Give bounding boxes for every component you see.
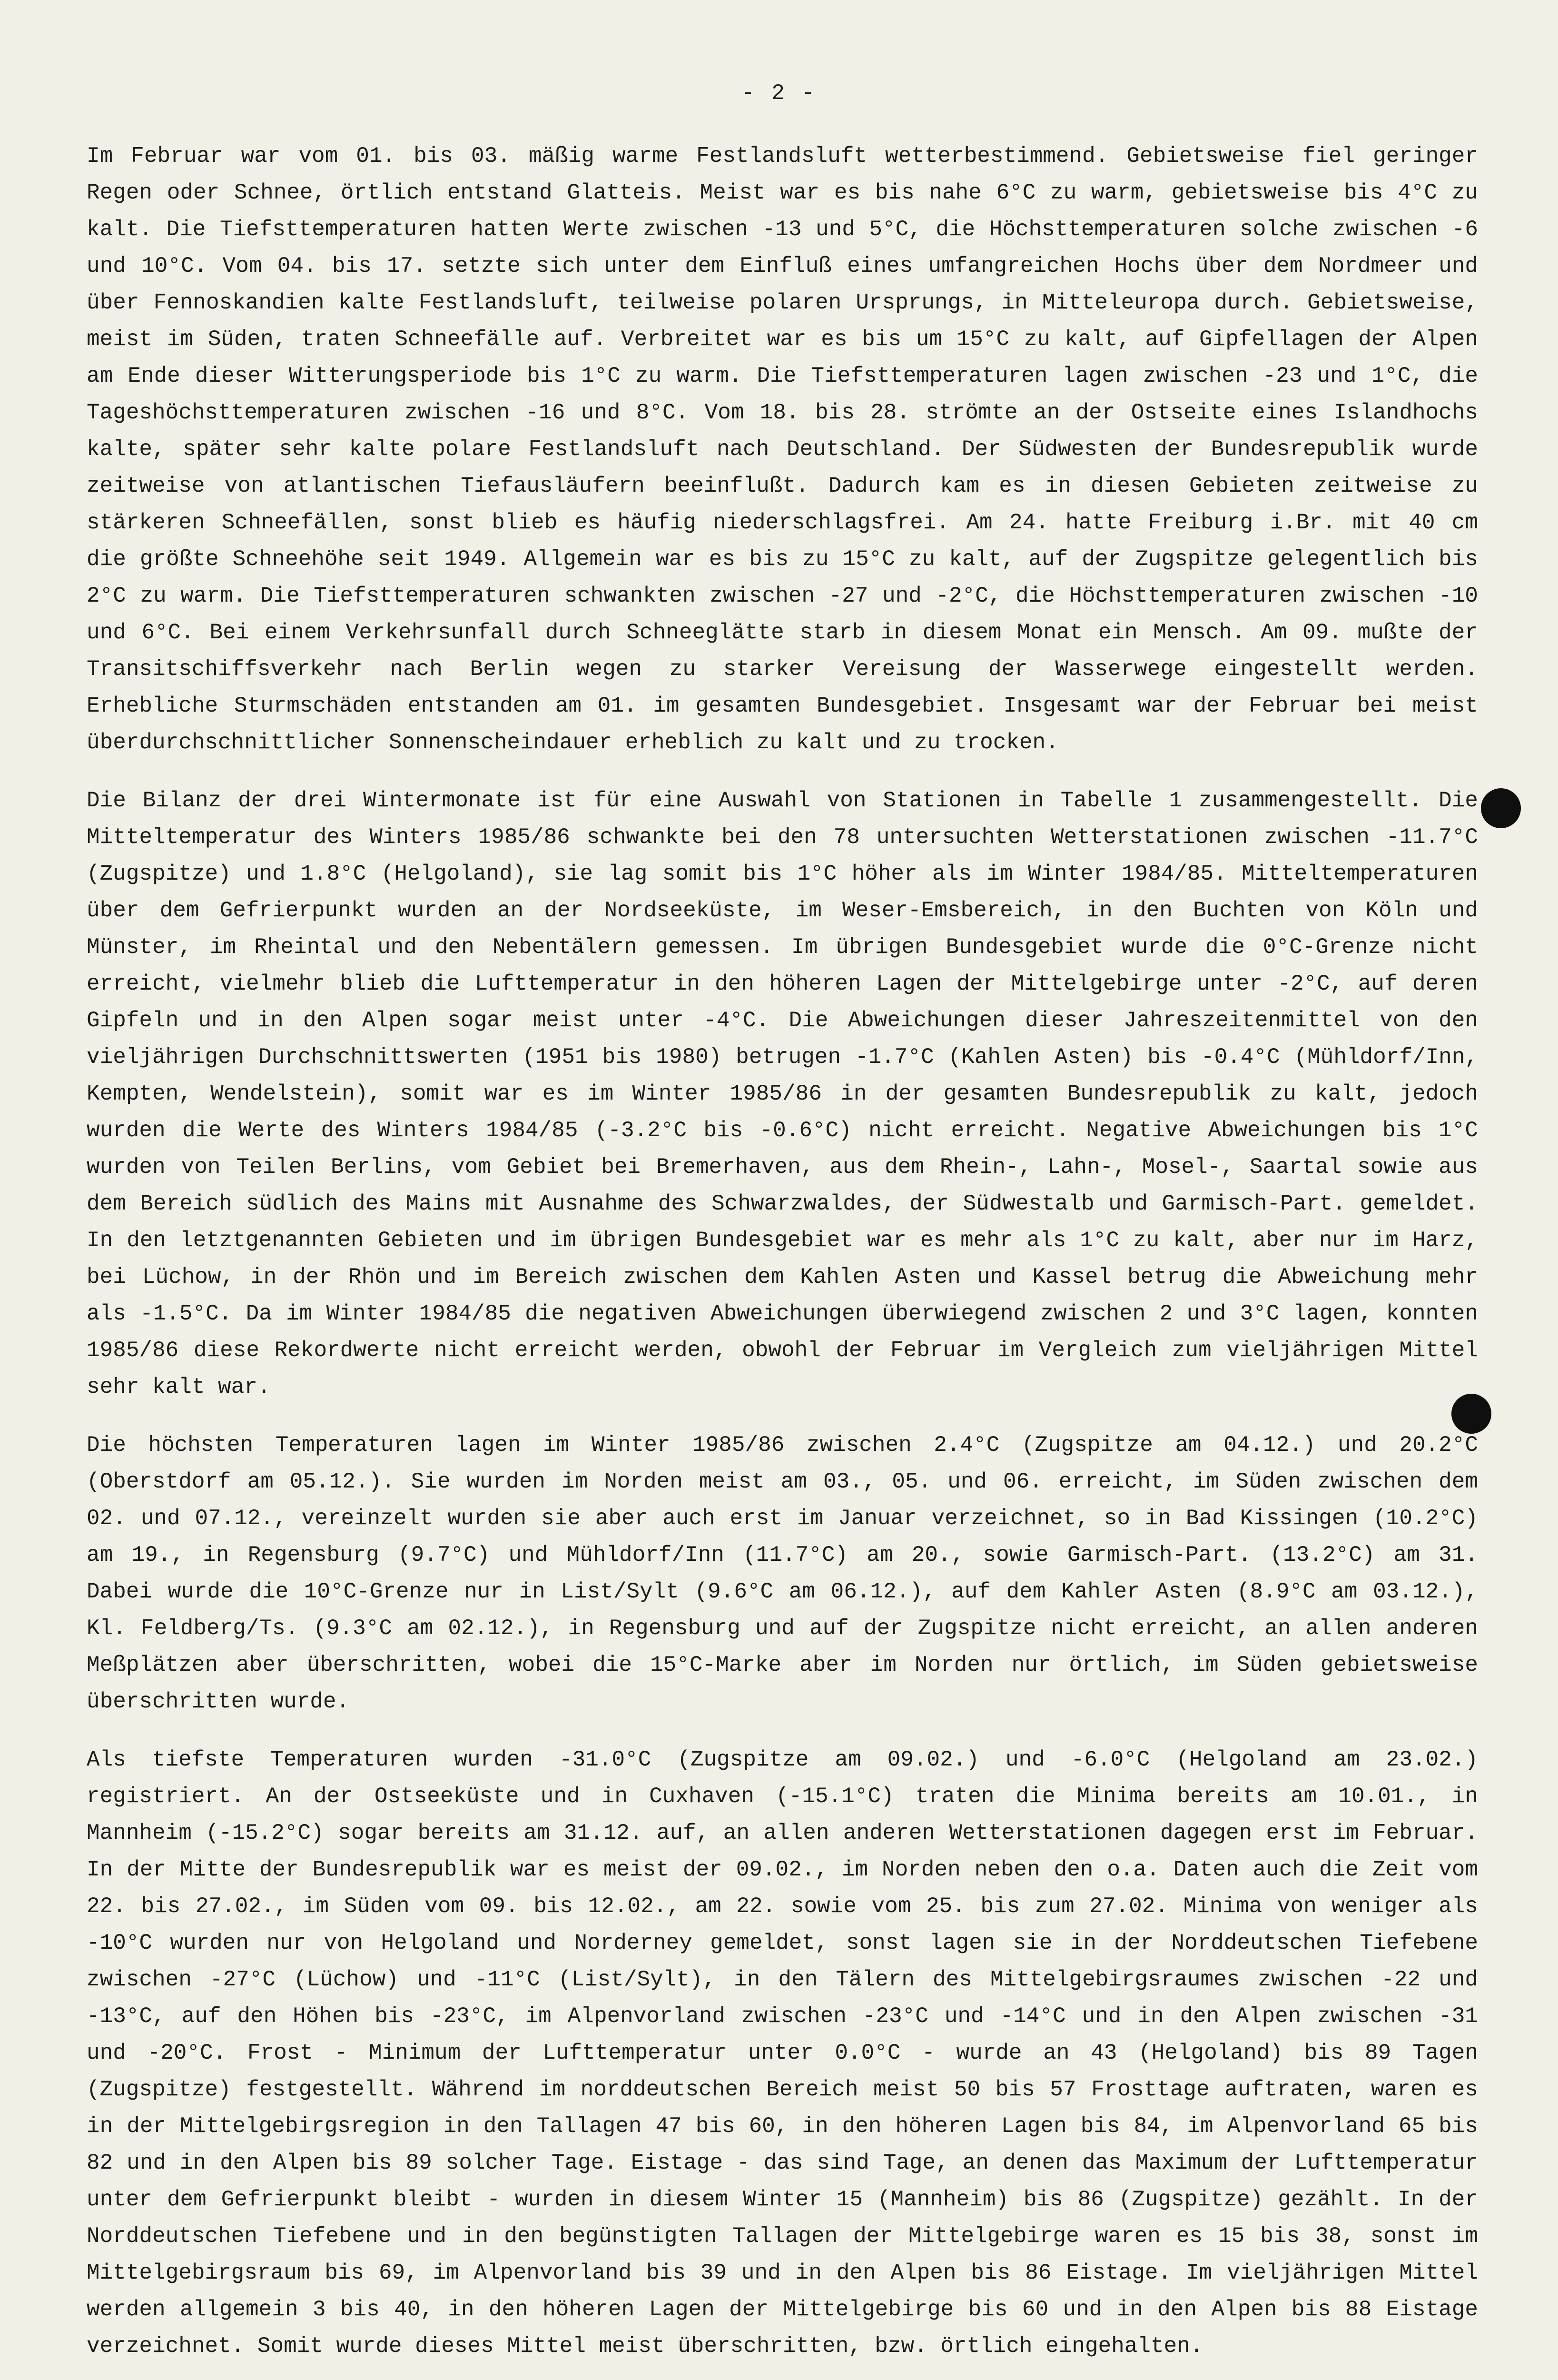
document-body [87, 138, 1478, 2380]
paragraph-highest-temperatures: Die höchsten Temperaturen lagen im Winter 1985/86 zwischen 2.4°C (Zugspitze am 04.12.) und 20.2°C (Oberstdorf am 05.12.). Sie wurden im Norden meist am 03., 05. und 06. erreicht, im Süden zwischen dem 02. und 07.12., vereinzelt wurden sie aber auch erst im Januar verzeichnet, so in Bad Kissingen (10.2°C) am 19., in Regensburg (9.7°C) und Mühldorf/Inn (11.7°C) am 20., sowie Garmisch-Part. (13.2°C) am 31. Dabei wurde die 10°C-Grenze nur in List/Sylt (9.6°C am 06.12.), auf dem Kahler Asten (8.9°C am 03.12.), Kl. Feldberg/Ts. (9.3°C am 02.12.), in Regensburg und auf der Zugspitze nicht erreicht, an allen anderen Meßplätzen aber überschritten, wobei die 15°C-Marke aber im Norden nur örtlich, im Süden gebietsweise überschritten wurde. [87, 1433, 1478, 1714]
page-number: - 2 - [741, 81, 817, 106]
paragraph-february-weather: Im Februar war vom 01. bis 03. mäßig warme Festlandsluft wetterbestimmend. Gebietsweise fiel geringer Regen oder Schnee, örtlich entstand Glatteis. Meist war es bis nahe 6°C zu warm, gebietsweise bis 4°C zu kalt. Die Tiefsttemperaturen hatten Werte zwischen -13 und 5°C, die Höchsttemperaturen solche zwischen -6 und 10°C. Vom 04. bis 17. setzte sich unter dem Einfluß eines umfangreichen Hochs über dem Nordmeer und über Fennoskandien kalte Festlandsluft, teilweise polaren Ursprungs, in Mitteleuropa durch. Gebietsweise, meist im Süden, traten Schneefälle auf. Verbreitet war es bis um 15°C zu kalt, auf Gipfellagen der Alpen am Ende dieser Witterungsperiode bis 1°C zu warm. Die Tiefsttemperaturen lagen zwischen -23 und 1°C, die Tageshöchsttemperaturen zwischen -16 und 8°C. Vom 18. bis 28. strömte an der Ostseite eines Islandhochs kalte, später sehr kalte polare Festlandsluft nach Deutschland. Der Südwesten der Bundesrepublik wurde zeitweise von atlantischen Tiefausläufern beeinflußt. Dadurch kam es in diesen Gebieten zeitweise zu stärkeren Schneefällen, sonst blieb es häufig niederschlagsfrei. Am 24. hatte Freiburg i.Br. mit 40 cm die größte Schneehöhe seit 1949. Allgemein war es bis zu 15°C zu kalt, auf der Zugspitze gelegentlich bis 2°C zu warm. Die Tiefsttemperaturen schwankten zwischen -27 und -2°C, die Höchsttemperaturen zwischen -10 und 6°C. Bei einem Verkehrsunfall durch Schneeglätte starb in diesem Monat ein Mensch. Am 09. mußte der Transitschiffsverkehr nach Berlin wegen zu starker Vereisung der Wasserwege eingestellt werden. Erhebliche Sturmschäden entstanden am 01. im gesamten Bundesgebiet. Insgesamt war der Februar bei meist überdurchschnittlicher Sonnenscheindauer erheblich zu kalt und zu trocken. [87, 144, 1478, 755]
punch-hole-icon [1481, 788, 1521, 828]
paragraph-lowest-temperatures: Als tiefste Temperaturen wurden -31.0°C (Zugspitze am 09.02.) und -6.0°C (Helgoland am 23.02.) registriert. An der Ostseeküste und in Cuxhaven (-15.1°C) traten die Minima bereits am 10.01., in Mannheim (-15.2°C) sogar bereits am 31.12. auf, an allen anderen Wetterstationen dagegen erst im Februar. In der Mitte der Bundesrepublik war es meist der 09.02., im Norden neben den o.a. Daten auch die Zeit vom 22. bis 27.02., im Süden vom 09. bis 12.02., am 22. sowie vom 25. bis zum 27.02. Minima von weniger als -10°C wurden nur von Helgoland und Norderney gemeldet, sonst lagen sie in der Norddeutschen Tiefebene zwischen -27°C (Lüchow) und -11°C (List/Sylt), in den Tälern des Mittelgebirgsraumes zwischen -22 und -13°C, auf den Höhen bis -23°C, im Alpenvorland zwischen -23°C und -14°C und in den Alpen zwischen -31 und -20°C. Frost - Minimum der Lufttemperatur unter 0.0°C - wurde an 43 (Helgoland) bis 89 Tagen (Zugspitze) festgestellt. Während im norddeutschen Bereich meist 50 bis 57 Frosttage auftraten, waren es in der Mittelgebirgsregion in den Tallagen 47 bis 60, in den höheren Lagen bis 84, im Alpenvorland 65 bis 82 und in den Alpen bis 89 solcher Tage. Eistage - das sind Tage, an denen das Maximum der Lufttemperatur unter dem Gefrierpunkt bleibt - wurden in diesem Winter 15 (Mannheim) bis 86 (Zugspitze) gezählt. In der Norddeutschen Tiefebene und in den begünstigten Tallagen der Mittelgebirge waren es 15 bis 38, sonst im Mittelgebirgsraum bis 69, im Alpenvorland bis 39 und in den Alpen bis 86 Eistage. Im vieljährigen Mittel werden allgemein 3 bis 40, in den höheren Lagen der Mittelgebirge bis 60 und in den Alpen bis 88 Eistage verzeichnet. Somit wurde dieses Mittel meist überschritten, bzw. örtlich eingehalten. [87, 1747, 1478, 2359]
paragraph-winter-balance: Die Bilanz der drei Wintermonate ist für eine Auswahl von Stationen in Tabelle 1 zusammengestellt. Die Mitteltemperatur des Winters 1985/86 schwankte bei den 78 untersuchten Wetterstationen zwischen -11.7°C (Zugspitze) und 1.8°C (Helgoland), sie lag somit bis 1°C höher als im Winter 1984/85. Mitteltemperaturen über dem Gefrierpunkt wurden an der Nordseeküste, im Weser-Emsbereich, in den Buchten von Köln und Münster, im Rheintal und den Nebentälern gemessen. Im übrigen Bundesgebiet wurde die 0°C-Grenze nicht erreicht, vielmehr blieb die Lufttemperatur in den höheren Lagen der Mittelgebirge unter -2°C, auf deren Gipfeln und in den Alpen sogar meist unter -4°C. Die Abweichungen dieser Jahreszeitenmittel von den vieljährigen Durchschnittswerten (1951 bis 1980) betrugen -1.7°C (Kahlen Asten) bis -0.4°C (Mühldorf/Inn, Kempten, Wendelstein), somit war es im Winter 1985/86 in der gesamten Bundesrepublik zu kalt, jedoch wurden die Werte des Winters 1984/85 (-3.2°C bis -0.6°C) nicht erreicht. Negative Abweichungen bis 1°C wurden von Teilen Berlins, vom Gebiet bei Bremerhaven, aus dem Rhein-, Lahn-, Mosel-, Saartal sowie aus dem Bereich südlich des Mains mit Ausnahme des Schwarzwaldes, der Südwestalb und Garmisch-Part. gemeldet. In den letztgenannten Gebieten und im übrigen Bundesgebiet war es mehr als 1°C zu kalt, aber nur im Harz, bei Lüchow, in der Rhön und im Bereich zwischen dem Kahlen Asten und Kassel betrug die Abweichung mehr als -1.5°C. Da im Winter 1984/85 die negativen Abweichungen überwiegend zwischen 2 und 3°C lagen, konnten 1985/86 diese Rekordwerte nicht erreicht werden, obwohl der Februar im Vergleich zum vieljährigen Mittel sehr kalt war. [87, 788, 1478, 1399]
punch-hole-icon [1451, 1394, 1491, 1434]
